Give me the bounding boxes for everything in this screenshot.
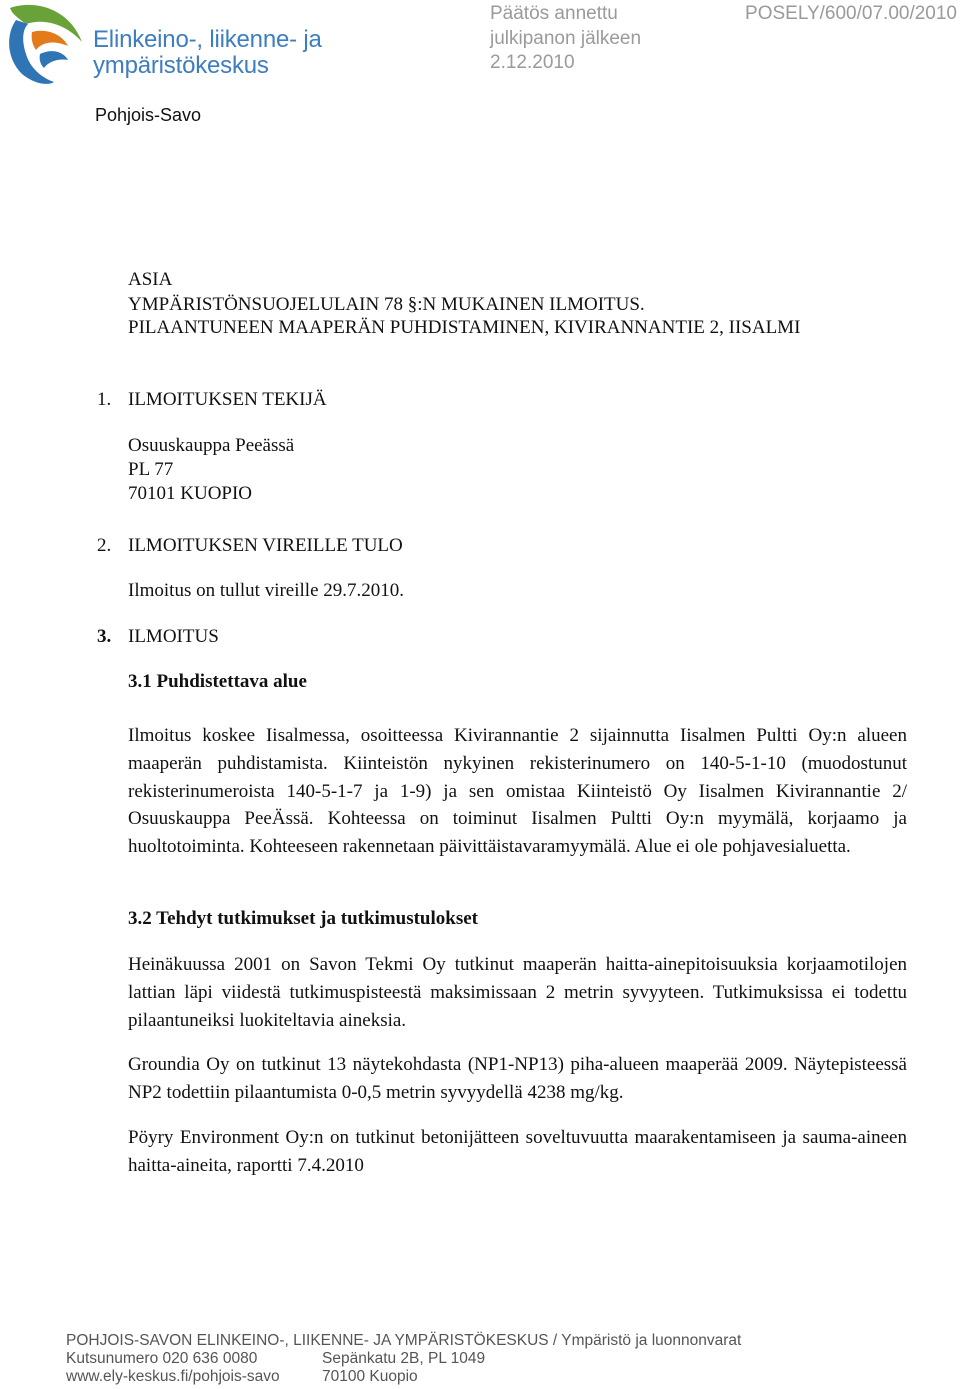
- section2-text: Ilmoitus on tullut vireille 29.7.2010.: [128, 580, 405, 601]
- section1-number: 1.: [97, 389, 112, 410]
- subsection-3-2-paragraph2: [128, 1051, 907, 1107]
- decision-line1: Päätös annettu: [490, 3, 618, 24]
- section1-title: ILMOITUKSEN TEKIJÄ: [128, 389, 327, 410]
- subsection-3-1-title: 3.1 Puhdistettava alue: [128, 671, 307, 692]
- document-id: POSELY/600/07.00/2010: [745, 3, 957, 24]
- subsection-3-1-paragraph: Ilmoitus koskee Iisalmessa, osoitteessa Kivirannantie 2 sijainnutta Iisalmen Pultti Oy:n alueen maaperän puhdistamista. Kiinteistön nykyinen rekisterinumero on 140-5-1-10 (muodostunut rekisterinumeroista 140-5-1-7 ja 1-9) ja sen omistaa Kiinteistö Oy Iisalmen Kivirannantie 2/ Osuuskauppa PeeÄssä. Kohteessa on toiminut Iisalmen Pultti Oy:n myymälä, korjaamo ja huoltotoiminta. Kohteeseen rakennetaan päivittäistavaramyymälä. Alue ei ole pohjavesialuetta.: [128, 725, 907, 858]
- paragraph-text: Pöyry Environment Oy:n on tutkinut betonijätteen soveltuvuutta maarakentamiseen ja sauma-aineen haitta-aineita, raportti 7.4.2010: [128, 1127, 907, 1176]
- footer-phone: Kutsunumero 020 636 0080: [66, 1350, 258, 1367]
- section3-number: 3.: [97, 626, 112, 647]
- paragraph-text: Heinäkuussa 2001 on Savon Tekmi Oy tutkinut maaperän haitta-ainepitoisuuksia korjaamotilojen lattian läpi viidestä tutkimuspisteestä maksimissaan 2 metrin syvyyteen. Tutkimuksissa ei todettu pilaantuneiksi luokiteltavia aineksia.: [128, 954, 907, 1031]
- decision-line2: julkipanon jälkeen: [490, 28, 642, 49]
- section2-title: ILMOITUKSEN VIREILLE TULO: [128, 535, 403, 556]
- footer-street-address: Sepänkatu 2B, PL 1049: [322, 1350, 486, 1367]
- footer-postal-address: 70100 Kuopio: [322, 1368, 418, 1385]
- subject-line2: PILAANTUNEEN MAAPERÄN PUHDISTAMINEN, KIVIRANNANTIE 2, IISALMI: [128, 317, 801, 338]
- section2-number: 2.: [97, 535, 112, 556]
- decision-date: 2.12.2010: [490, 52, 575, 73]
- subsection-3-2-paragraph1: [128, 951, 907, 1034]
- footer-organisation: POHJOIS-SAVON ELINKEINO-, LIIKENNE- JA YMPÄRISTÖKESKUS / Ympäristö ja luonnonvarat: [66, 1332, 742, 1349]
- subsection-3-2-title: 3.2 Tehdyt tutkimukset ja tutkimustulokset: [128, 908, 478, 929]
- ely-logo-icon: [2, 2, 84, 86]
- footer-website-link[interactable]: www.ely-keskus.fi/pohjois-savo: [66, 1368, 280, 1385]
- applicant-po-box: PL 77: [128, 459, 174, 480]
- section3-title: ILMOITUS: [128, 626, 219, 647]
- paragraph-text: Groundia Oy on tutkinut 13 näytekohdasta (NP1-NP13) piha-alueen maaperää 2009. Näytepisteessä NP2 todettiin pilaantumista 0-0,5 metrin syvyydellä 4238 mg/kg.: [128, 1054, 907, 1103]
- applicant-name: Osuuskauppa Peeässä: [128, 435, 295, 456]
- subsection-3-2-paragraph3: [128, 1124, 907, 1180]
- org-name-line1: Elinkeino-, liikenne- ja: [93, 26, 322, 53]
- subject-line1: YMPÄRISTÖNSUOJELULAIN 78 §:N MUKAINEN ILMOITUS.: [128, 294, 645, 315]
- applicant-postal: 70101 KUOPIO: [128, 483, 253, 504]
- org-name-line2: ympäristökeskus: [93, 52, 269, 79]
- subsection-3-1-body: [128, 722, 907, 861]
- region-name: Pohjois-Savo: [95, 105, 202, 125]
- subject-label: ASIA: [128, 269, 173, 290]
